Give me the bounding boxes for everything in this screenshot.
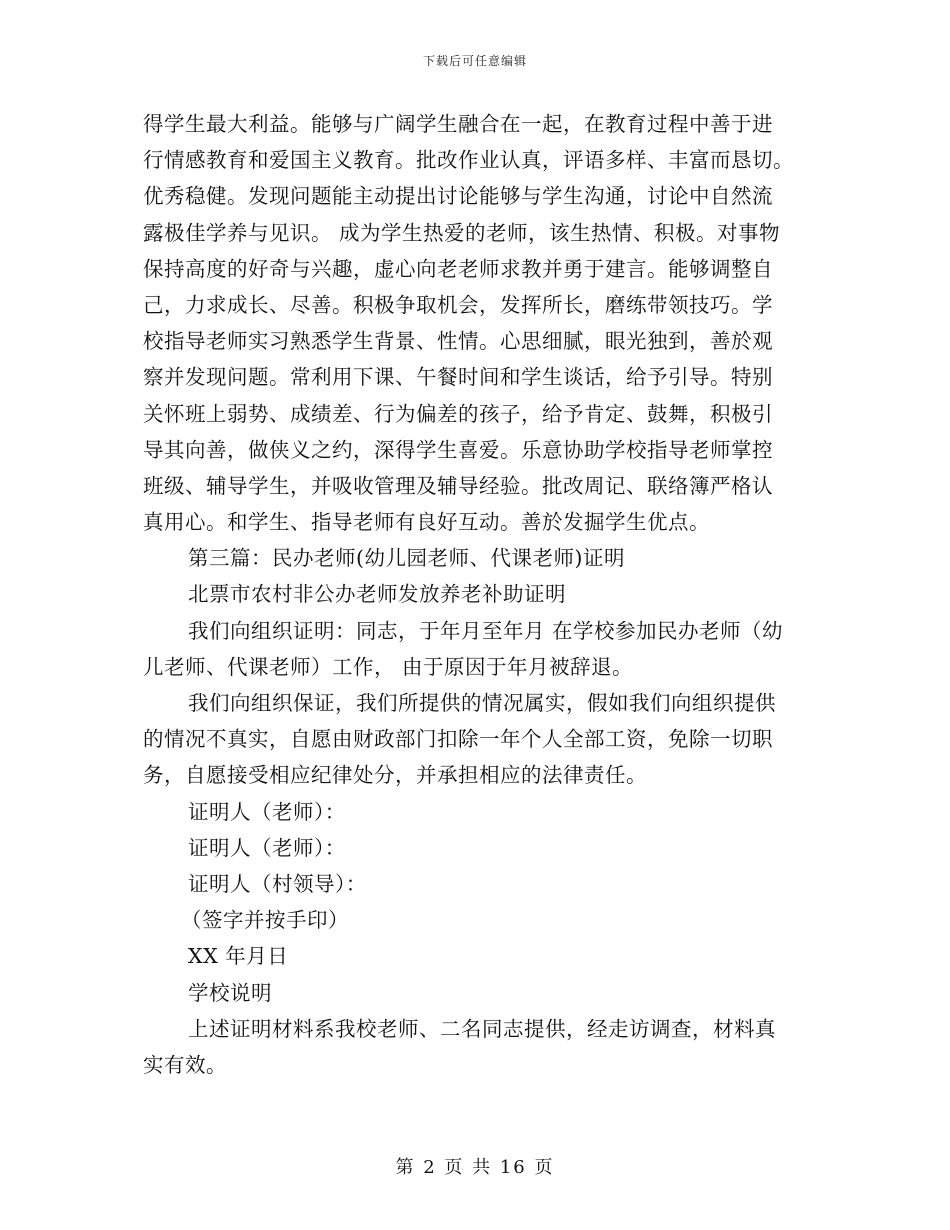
- section-heading: 学校说明: [188, 980, 272, 1005]
- body-line: 班级、辅导学生，并吸收管理及辅导经验。批改周记、联络簿严格认: [143, 473, 773, 498]
- section-heading: 第三篇：民办老师(幼儿园老师、代课老师)证明: [188, 546, 625, 571]
- body-line: 导其向善，做侠义之约，深得学生喜爱。乐意协助学校指导老师掌控: [143, 437, 773, 462]
- body-line: 务，自愿接受相应纪律处分，并承担相应的法律责任。: [143, 763, 647, 788]
- date-line: XX 年月日: [188, 944, 289, 969]
- body-line: 露极佳学养与见识。 成为学生热爱的老师，该生热情、积极。对事物: [143, 220, 781, 245]
- body-line: 己，力求成长、尽善。积极争取机会，发挥所长，磨练带领技巧。学: [143, 292, 773, 317]
- body-line: 保持高度的好奇与兴趣，虚心向老老师求教并勇于建言。能够调整自: [143, 256, 773, 281]
- body-line: 上述证明材料系我校老师、二名同志提供，经走访调查，材料真: [188, 1016, 776, 1041]
- body-line: 校指导老师实习熟悉学生背景、性情。心思细腻，眼光独到，善於观: [143, 329, 773, 354]
- page-number: 第 2 页 共 16 页: [395, 1157, 555, 1178]
- body-line: 我们向组织保证，我们所提供的情况属实，假如我们向组织提供: [188, 691, 776, 715]
- body-line: 行情感教育和爱国主义教育。批改作业认真，评语多样、丰富而恳切。: [143, 148, 794, 173]
- body-line: 儿老师、代课老师）工作， 由于原因于年月被辞退。: [143, 654, 634, 679]
- body-line: 优秀稳健。发现问题能主动提出讨论能够与学生沟通，讨论中自然流: [143, 184, 773, 209]
- signature-note: （签字并按手印）: [181, 908, 349, 933]
- body-line: 实有效。: [143, 1052, 227, 1077]
- body-line: 的情况不真实，自愿由财政部门扣除一年个人全部工资，免除一切职: [143, 727, 773, 752]
- body-line: 真用心。和学生、指导老师有良好互动。善於发掘学生优点。: [143, 510, 710, 535]
- witness-line: 证明人（老师）：: [188, 835, 346, 860]
- document-title: 北票市农村非公办老师发放养老补助证明: [188, 582, 566, 607]
- witness-line: 证明人（老师）：: [188, 799, 346, 824]
- body-line: 察并发现问题。常利用下课、午餐时间和学生谈话，给予引导。特别: [143, 365, 773, 390]
- body-line: 我们向组织证明：同志，于年月至年月 在学校参加民办老师（幼: [188, 618, 784, 643]
- body-line: 得学生最大利益。能够与广阔学生融合在一起，在教育过程中善于进: [143, 112, 773, 136]
- document-body: [143, 106, 808, 1083]
- page-header: 下载后可任意编辑: [422, 54, 527, 68]
- witness-line: 证明人（村领导）：: [188, 871, 367, 896]
- body-line: 关怀班上弱势、成绩差、行为偏差的孩子，给予肯定、鼓舞，积极引: [143, 401, 773, 426]
